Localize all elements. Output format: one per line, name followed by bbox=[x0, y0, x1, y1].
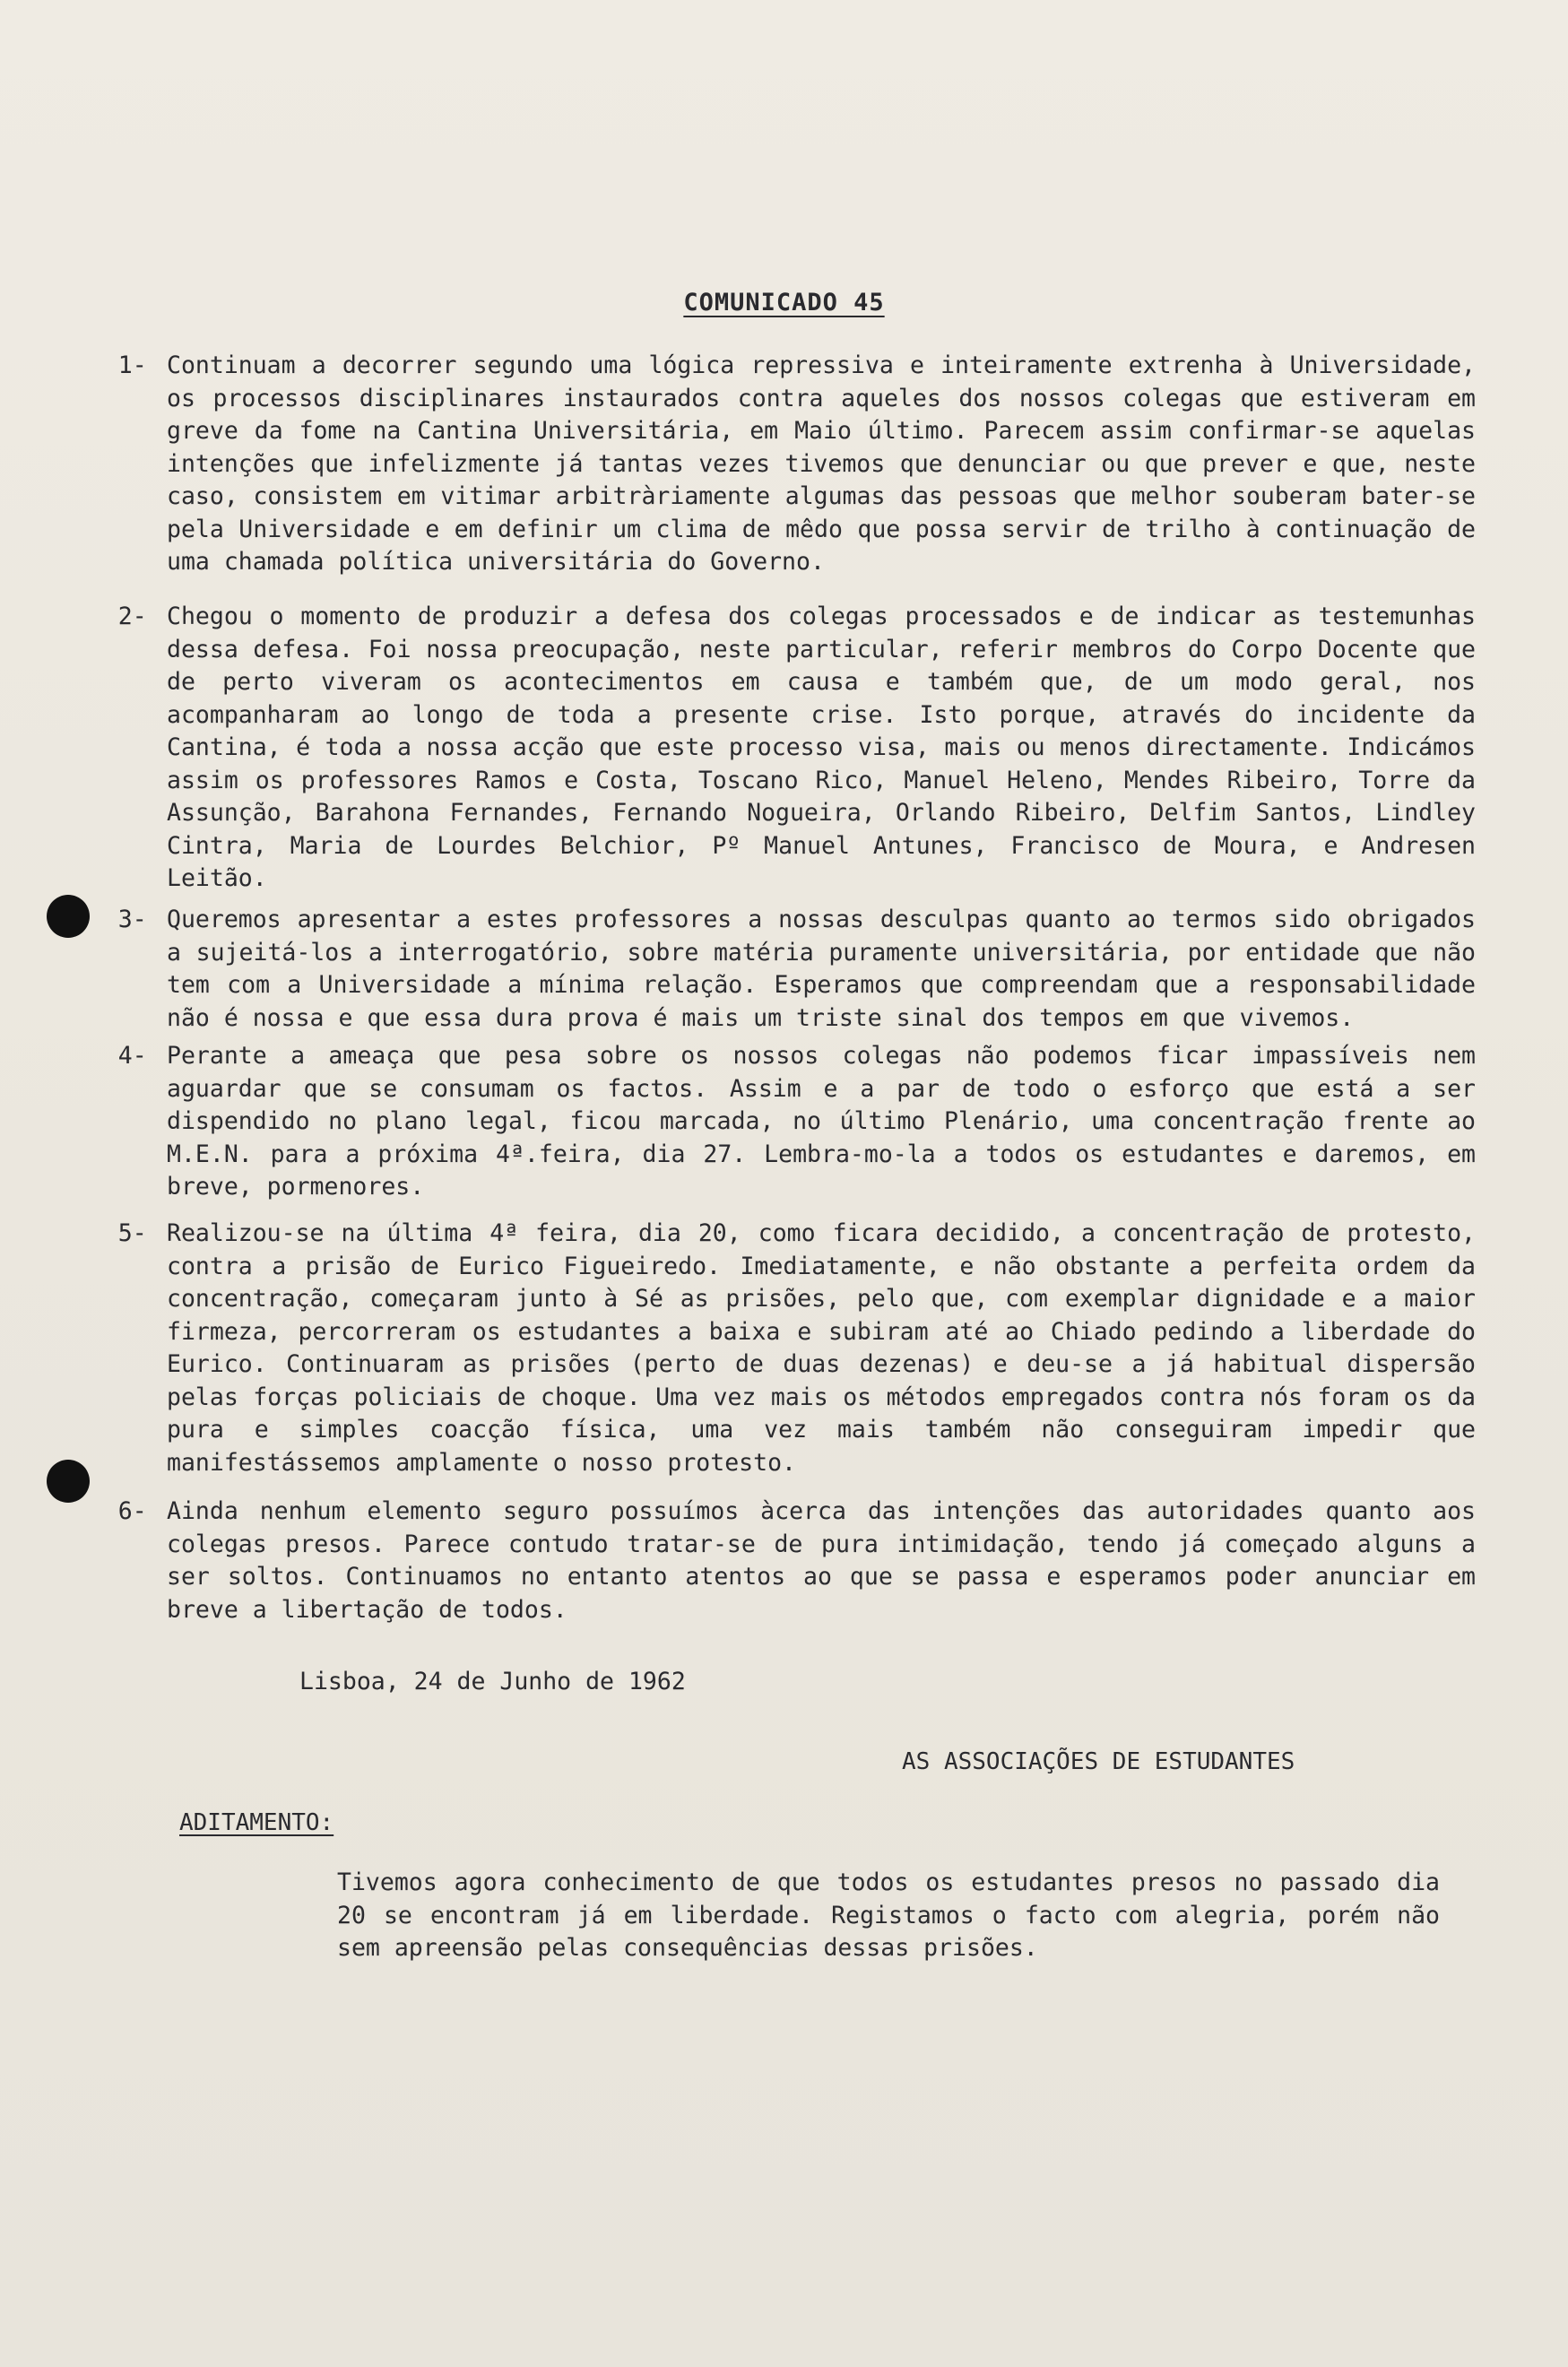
paragraph-5 bbox=[117, 1218, 1476, 1479]
punch-hole-upper bbox=[47, 895, 90, 938]
paragraph-number: 2- bbox=[117, 603, 147, 630]
paragraph-text: Perante a ameaça que pesa sobre os nossos colegas não podemos ficar impassíveis nem aguardar que se consumam os factos. Assim e a par de todo o esforço que está a ser dispendido no plano legal, ficou marcada, no último Plenário, uma concentração frente ao M.E.N. para a próxima 4ª.feira, dia 27. Lembra-mo-la a todos os estudantes e daremos, em breve, pormenores. bbox=[167, 1042, 1476, 1201]
addendum-label: ADITAMENTO: bbox=[179, 1809, 334, 1836]
paragraph-number: 4- bbox=[117, 1042, 147, 1070]
paragraph-number: 5- bbox=[117, 1219, 147, 1247]
paragraph-4 bbox=[117, 1040, 1476, 1204]
punch-hole-lower bbox=[47, 1460, 90, 1503]
paragraph-2 bbox=[117, 601, 1476, 896]
paragraph-3 bbox=[117, 904, 1476, 1035]
paragraph-number: 3- bbox=[117, 906, 147, 933]
paragraph-text: Realizou-se na última 4ª feira, dia 20, como ficara decidido, a concentração de protesto, contra a prisão de Eurico Figueiredo. Imediatamente, e não obstante a perfeita ordem da concentração, começaram junto à Sé as prisões, pelo que, com exemplar dignidade e a maior firmeza, percorreram os estudantes a baixa e subiram até ao Chiado pedindo a liberdade do Eurico. Continuaram as prisões (perto de duas dezenas) e deu-se a já habitual dispersão pelas forças policiais de choque. Uma vez mais os métodos empregados contra nós foram os da pura e simples coacção física, uma vez mais também não conseguiram impedir que manifestássemos amplamente o nosso protesto. bbox=[167, 1219, 1476, 1477]
addendum-text: Tivemos agora conhecimento de que todos os estudantes presos no passado dia 20 se encontram já em liberdade. Registamos o facto com alegria, porém não sem apreensão pelas consequências dessas prisões. bbox=[337, 1868, 1440, 1962]
paragraph-number: 1- bbox=[117, 351, 147, 379]
paragraph-text: Ainda nenhum elemento seguro possuímos àcerca das intenções das autoridades quanto aos colegas presos. Parece contudo tratar-se de pura intimidação, tendo já começado alguns a ser soltos. Continuamos no entanto atentos ao que se passa e esperamos poder anunciar em breve a libertação de todos. bbox=[167, 1497, 1476, 1624]
signature: AS ASSOCIAÇÕES DE ESTUDANTES bbox=[902, 1748, 1295, 1775]
place-date: Lisboa, 24 de Junho de 1962 bbox=[299, 1668, 686, 1695]
paragraph-6 bbox=[117, 1496, 1476, 1626]
document-title bbox=[0, 289, 1568, 316]
paragraph-text: Chegou o momento de produzir a defesa dos colegas processados e de indicar as testemunhas dessa defesa. Foi nossa preocupação, neste particular, referir membros do Corpo Docente que de perto viveram os acontecimentos em causa e também que, de um modo geral, nos acompanharam ao longo de toda a presente crise. Isto porque, através do incidente da Cantina, é toda a nossa acção que este processo visa, mais ou menos directamente. Indicámos assim os professores Ramos e Costa, Toscano Rico, Manuel Heleno, Mendes Ribeiro, Torre da Assunção, Barahona Fernandes, Fernando Nogueira, Orlando Ribeiro, Delfim Santos, Lindley Cintra, Maria de Lourdes Belchior, Pº Manuel Antunes, Francisco de Moura, e Andresen Leitão. bbox=[167, 603, 1476, 892]
paragraph-text: Continuam a decorrer segundo uma lógica repressiva e inteiramente extrenha à Universidade, os processos disciplinares instaurados contra aqueles dos nossos colegas que estiveram em greve da fome na Cantina Universitária, em Maio último. Parecem assim confirmar-se aquelas intenções que infelizmente já tantas vezes tivemos que denunciar ou que prever e que, neste caso, consistem em vitimar arbitràriamente algumas das pessoas que melhor souberam bater-se pela Universidade e em definir um clima de mêdo que possa servir de trilho à continuação de uma chamada política universitária do Governo. bbox=[167, 351, 1476, 576]
paragraph-1 bbox=[117, 350, 1476, 579]
paragraph-text: Queremos apresentar a estes professores a nossas desculpas quanto ao termos sido obrigados a sujeitá-los a interrogatório, sobre matéria puramente universitária, por entidade que não tem com a Universidade a mínima relação. Esperamos que compreendam que a responsabilidade não é nossa e que essa dura prova é mais um triste sinal dos tempos em que vivemos. bbox=[167, 906, 1476, 1032]
document-title-text: COMUNICADO 45 bbox=[683, 289, 885, 316]
paragraph-number: 6- bbox=[117, 1497, 147, 1525]
